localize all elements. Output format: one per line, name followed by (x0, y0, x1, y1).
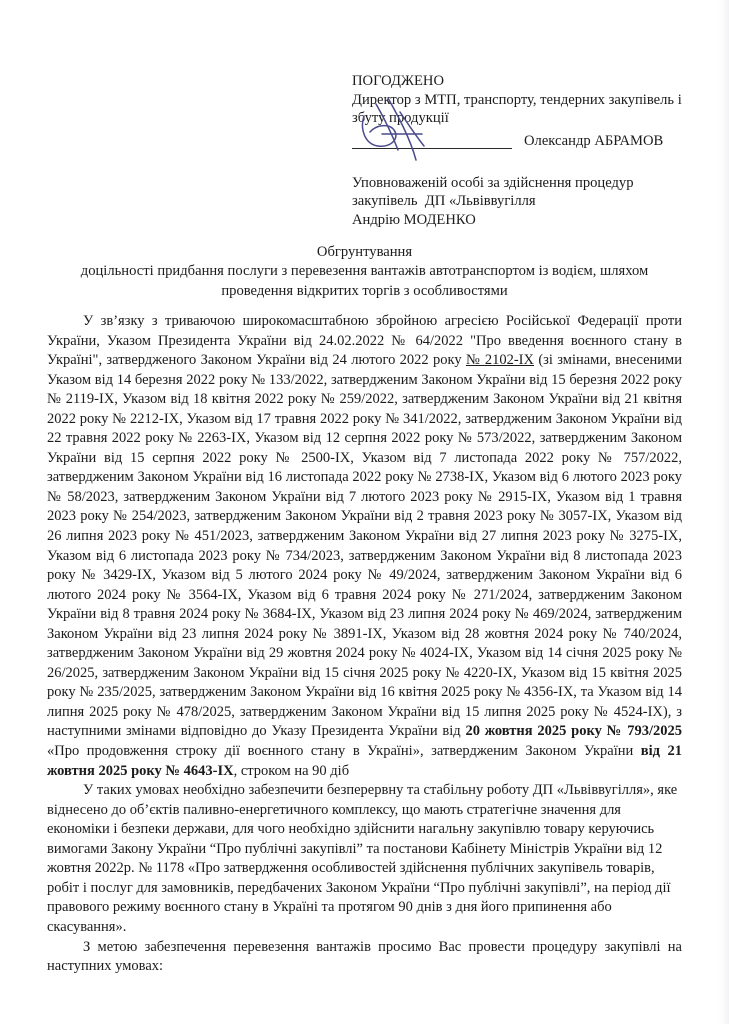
signature-line (352, 148, 512, 149)
law-reference-2102-ix: № 2102-IX (465, 352, 534, 369)
title-line-2: доцільності придбання послуги з перевезення вантажів автотранспортом із водієм, шляхом проведення відкритих торгів з особливостями (80, 263, 649, 299)
addressee-line-2: закупівель ДП «Львіввугілля (352, 193, 536, 210)
document-body (47, 312, 682, 977)
approval-position-line: Директор з МТП, транспорту, тендерних закупівель і збуту продукції (352, 91, 686, 127)
approval-spacer (352, 156, 700, 174)
p1-segment-2: (зі змінами, внесеними Указом від 14 березня 2022 року № 133/2022, затвердженим Законом України від 15 березня 2022 року № 2119-IX, Указом від 18 квітня 2022 року № 259/2022, затвердженим Законом України від 21 квітня 2022 року № 2212-IX, Указом від 17 травня 2022 року № 341/2022, затвердженим Законом України від 22 травня 2022 року № 2263-IX, Указом від 12 серпня 2022 року № 573/2022, затвердженим Законом України від 15 серпня 2022 року № 2500-IX, Указом від 7 листопада 2022 року № 757/2022, затвердженим Законом України від 16 листопада 2022 року № 2738-IX, Указом від 6 лютого 2023 року № 58/2023, затвердженим Законом України від 7 лютого 2023 року № 2915-IX, Указом від 1 травня 2023 року № 254/2023, затвердженим Законом України від 2 травня 2023 року № 3057-IX, Указом від 26 липня 2023 року № 451/2023, затвердженим Законом України від 27 липня 2023 року № 3275-IX, Указом від 6 листопада 2023 року № 734/2023, затвердженим Законом України від 8 листопада 2023 року № 3429-IX, Указом від 5 лютого 2024 року № 49/2024, затвердженим Законом України від 6 лютого 2024 року № 3564-IX, Указом від 6 травня 2024 року № 271/2024, затвердженим Законом України від 8 травня 2024 року № 3684-IX, Указом від 23 липня 2024 року № 469/2024, затвердженим Законом України від 23 липня 2024 року № 3891-IX, Указом від 28 жовтня 2024 року № 740/2024, затвердженим Законом України від 29 жовтня 2024 року № 4024-IX, Указом від 14 січня 2025 року № 26/2025, затвердженим Законом України від 15 січня 2025 року № 4220-IX, Указом від 15 квітня 2025 року № 235/2025, затвердженим Законом України від 16 квітня 2025 року № 4356-IX, та Указом від 14 липня 2025 року № 478/2025, затвердженим Законом України від 15 липня 2025 року № 4524-IX), з наступними змінами відповідно до Указу Президента України від (47, 352, 682, 740)
addressee-line-1: Уповноваженій особі за здійснення процедур (352, 174, 634, 191)
p1-segment-4: , строком на 90 діб (233, 762, 350, 779)
p1-segment-1: У зв’язку з триваючою широкомасштабною збройною агресією Російської Федерації проти України, Указом Президента України від 24.02.2022 № 64/2022 "Про введення воєнного стану в Україні", затвердженого Законом України від 24 лютого 2022 року (47, 313, 682, 369)
approval-heading: ПОГОДЖЕНО (352, 73, 444, 89)
decree-793-2025-bold: 20 жовтня 2025 року № 793/2025 (465, 723, 682, 740)
signature-row (352, 130, 700, 156)
paragraph-request: З метою забезпечення перевезення вантажів просимо Вас провести процедуру закупівлі на наступних умовах: (47, 938, 682, 975)
law-4643-ix-bold: від 21 жовтня 2025 року № 4643-IX (47, 743, 683, 779)
approval-block (352, 72, 700, 230)
paragraph-enterprise-operations: У таких умовах необхідно забезпечити безперервну та стабільну роботу ДП «Львіввугілля», яке віднесено до об’єктів паливно-енергетичного комплексу, що мають стратегічне значення для економіки і безпеки держави, для чого необхідно здійснити нагальну закупівлю товару керуючись вимогами Закону України “Про публічні закупівлі” та постанови Кабінету Міністрів України від 12 жовтня 2022р. № 1178 «Про затвердження особливостей здійснення публічних закупівель товарів, робіт і послуг для замовників, передбачених Законом України “Про публічні закупівлі”, на період дії правового режиму воєнного стану в Україні та протягом 90 днів з дня його припинення або скасування». (47, 782, 678, 935)
document-title (48, 243, 681, 301)
signer-name: Олександр АБРАМОВ (524, 132, 664, 149)
paragraph-martial-law (47, 312, 682, 781)
page-edge-shadow (715, 0, 729, 1024)
title-line-1: Обгрунтування (316, 244, 413, 260)
p1-segment-3: «Про продовження строку дії воєнного стану в Україні», затвердженим Законом України (47, 743, 641, 760)
addressee-line-3: Андрію МОДЕНКО (352, 211, 476, 228)
